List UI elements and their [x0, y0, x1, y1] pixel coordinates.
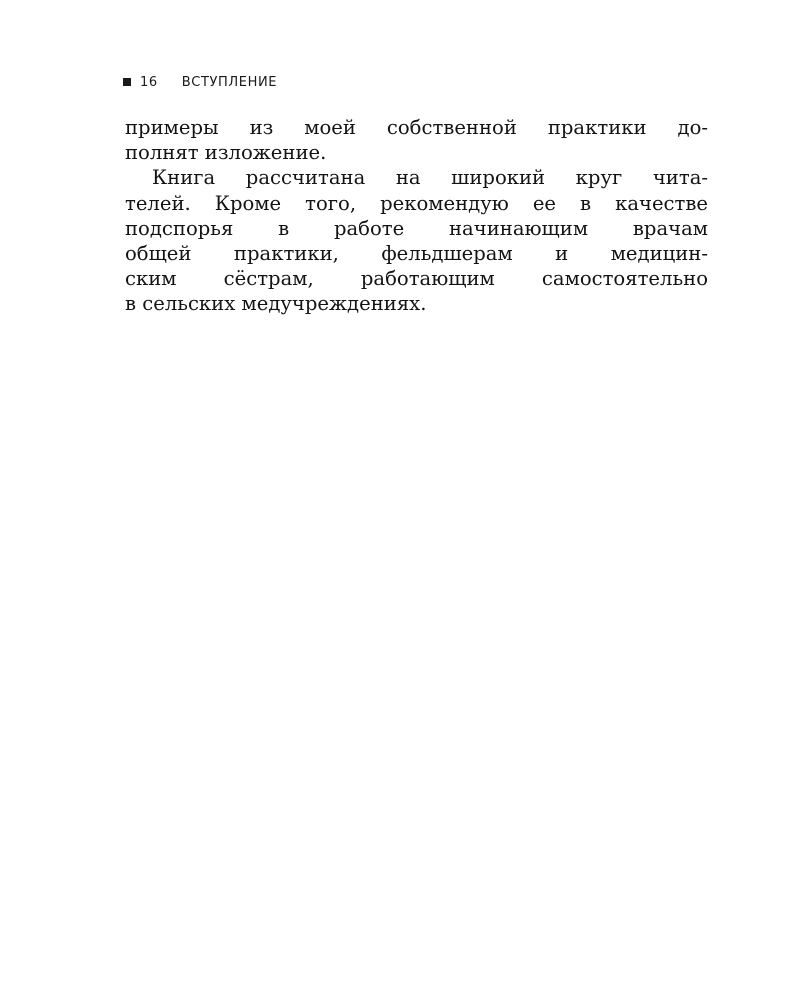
text-line: ским сёстрам, работающим самостоятельно — [125, 267, 708, 291]
text-line: общей практики, фельдшерам и медицин- — [125, 241, 708, 265]
text-line: подспорья в работе начинающим врачам — [125, 216, 708, 240]
running-header — [123, 72, 277, 92]
text-line: Книга рассчитана на широкий круг чита- — [152, 166, 708, 190]
text-line: телей. Кроме того, рекомендую ее в качестве — [125, 191, 708, 215]
body-text — [125, 115, 708, 317]
paragraph — [125, 165, 708, 316]
text-line: примеры из моей собственной практики до- — [125, 116, 708, 139]
paragraph — [125, 115, 708, 165]
section-title: ВСТУПЛЕНИЕ — [181, 74, 278, 90]
page-number: 16 — [140, 74, 158, 90]
text-line: полнят изложение. — [125, 141, 327, 165]
text-line: в сельских медучреждениях. — [125, 292, 427, 316]
square-bullet-icon — [123, 78, 131, 86]
